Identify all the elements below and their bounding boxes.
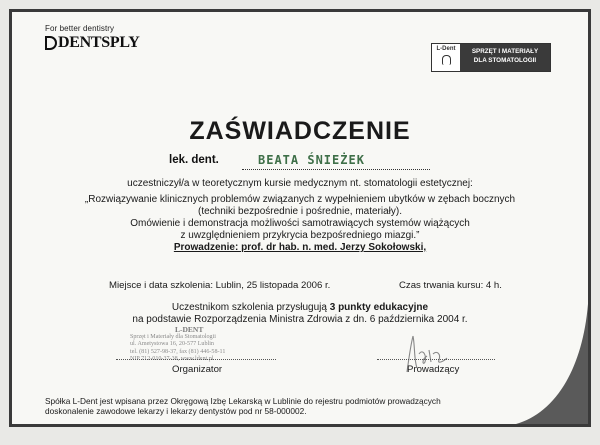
corner-decoration [516,304,588,424]
points-statement [12,302,588,326]
stamp-line: NIP 712-010-37-38, www.ldent.pl [130,356,214,362]
points-prefix: Uczestnikom szkolenia przysługują [171,302,330,313]
leader-label: Prowadzący [407,364,460,375]
course-duration: Czas trwania kursu: 4 h. [399,280,502,291]
topic-line: „Rozwiązywanie klinicznych problemów związanych z wypełnieniem ubytków w zębach bocznych [84,194,516,205]
dentsply-wordmark [45,34,139,52]
topic-line: z uwzględnieniem przykrycia bezpośredniego miazgi.” [180,230,420,241]
intro-text: uczestniczył/a w teoretycznym kursie medycznym nt. stomatologii estetycznej: [127,178,473,189]
stamp-line: Sprzęt i Materiały dla Stomatologii [130,333,216,340]
points-value: 3 punkty edukacyjne [329,302,429,313]
ldent-logo-mark [432,44,460,71]
dentsply-brand: DENTSPLY [58,34,140,51]
organizer-label: Organizator [172,364,223,375]
stamp-title: L-DENT [175,325,204,334]
ldent-logo-line1: SPRZĘT I MATERIAŁY [471,48,539,55]
organizer-stamp [130,326,280,364]
place-date: Miejsce i data szkolenia: Lublin, 25 listopada 2006 r. [109,280,331,291]
dentsply-tagline: For better dentistry [45,24,115,33]
footer-line: doskonalenie zawodowe lekarzy i lekarzy dentystów pod nr 58-000002. [45,406,307,416]
certificate [9,9,591,427]
ldent-logo [431,43,551,72]
certificate-title: ZAŚWIADCZENIE [189,117,411,145]
leader-signature-line [377,359,495,360]
footer-line: Spółka L-Dent jest wpisana przez Okręgową Izbę Lekarską w Lublinie do rejestru podmiotów prowadzących [45,396,441,406]
dentsply-d-icon [45,36,57,50]
stamp-line: ul. Ametystowa 16, 20-577 Lublin [130,341,214,347]
dentsply-logo [45,24,139,52]
ldent-logo-text [460,44,550,71]
ldent-logo-line2: DLA STOMATOLOGII [473,57,537,64]
topic-line: (techniki bezpośrednie i pośrednie, materiały). [198,206,402,217]
course-topic [12,194,588,254]
footer-note [45,396,441,416]
organizer-signature-line [116,359,276,360]
recipient-name: BEATA ŚNIEŻEK [258,153,365,167]
stamp-line: tel. (81) 527-98-37, fax (81) 446-58-11 [130,348,226,355]
tooth-icon [442,55,451,65]
topic-line: Omówienie i demonstracja możliwości samotrawiących systemów wiążących [130,218,470,229]
course-leader: Prowadzenie: prof. dr hab. n. med. Jerzy Sokołowski, [173,242,427,253]
regulation-text: na podstawie Rozporządzenia Ministra Zdrowia z dn. 6 października 2004 r. [132,314,468,325]
ldent-mark-text: L-Dent [436,46,456,52]
recipient-prefix: lek. dent. [169,154,219,166]
